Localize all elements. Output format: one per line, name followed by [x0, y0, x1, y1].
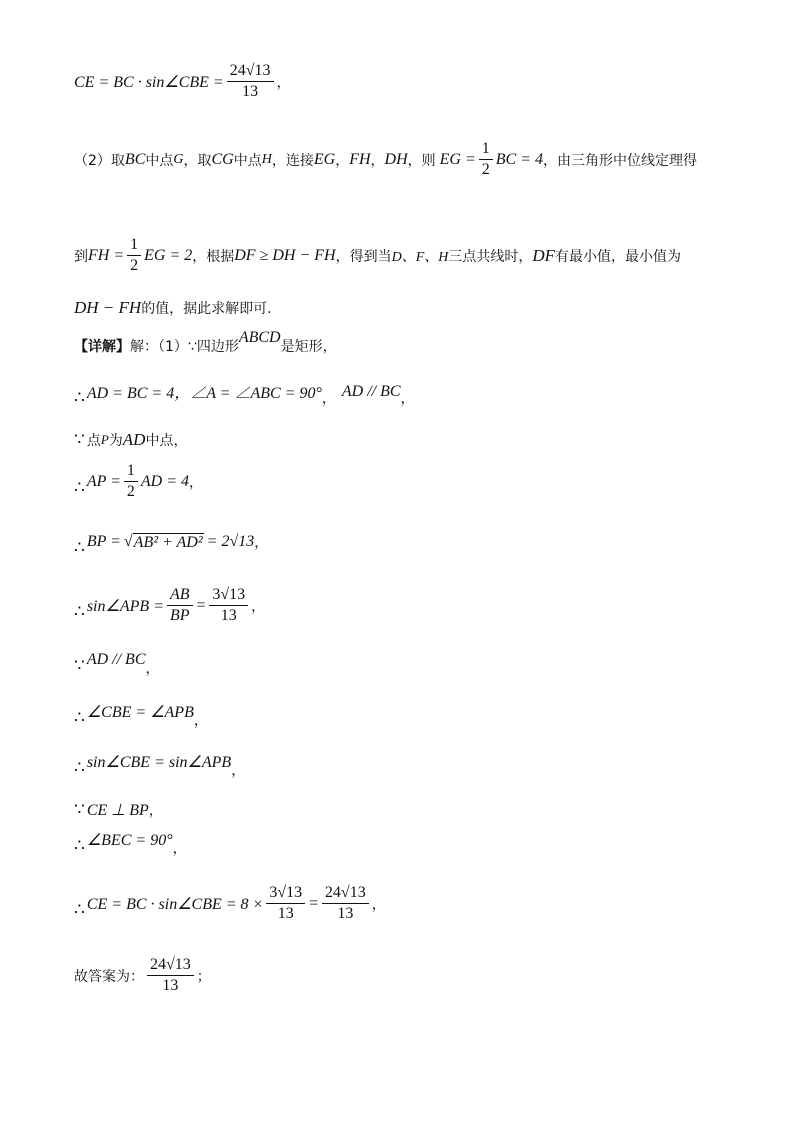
fraction-numerator: 1	[127, 236, 141, 256]
math-expr: =	[195, 596, 207, 614]
text: ，	[251, 598, 266, 615]
fraction-denominator: 2	[126, 483, 135, 500]
punctuation: ，	[276, 74, 291, 91]
math-expr: BP =	[86, 533, 121, 550]
text: ，	[371, 896, 386, 913]
fraction-numerator: 24√13	[227, 62, 274, 82]
text: ，	[321, 390, 336, 407]
text: 三点共线时，	[448, 248, 533, 265]
text: ，由三角形中位线定理得	[543, 152, 697, 169]
because-symbol: ∵	[74, 800, 85, 819]
math-expr: FH =	[88, 246, 125, 264]
fraction-numerator: 3√13	[209, 586, 248, 606]
text: （2）取	[74, 152, 125, 169]
therefore-symbol: ∴	[74, 836, 85, 855]
therefore-line	[74, 380, 415, 407]
ce-result-line	[74, 62, 291, 101]
fraction-numerator: AB	[167, 586, 193, 606]
fraction	[227, 62, 274, 101]
fraction-numerator: 24√13	[147, 956, 194, 976]
therefore-symbol: ∴	[74, 477, 85, 497]
therefore-symbol: ∴	[74, 758, 85, 777]
math-expr: EG = 2	[144, 246, 193, 264]
text: ，	[172, 841, 187, 857]
fraction	[127, 236, 141, 275]
radical-sign: √	[123, 532, 133, 550]
text: 到	[74, 248, 88, 265]
fraction-denominator: 13	[220, 607, 237, 624]
text: 为	[108, 433, 123, 449]
math-var: G	[173, 151, 184, 167]
therefore-symbol: ∴	[74, 387, 85, 407]
because-symbol: ∵	[74, 430, 85, 449]
fraction-numerator: 3√13	[266, 884, 305, 904]
therefore-line	[74, 586, 265, 625]
math-expr: DH − FH	[74, 298, 142, 317]
fraction	[266, 884, 305, 923]
fraction-denominator: 13	[337, 905, 354, 922]
section-tag: 【详解】	[74, 339, 130, 355]
fraction-denominator: 13	[277, 905, 294, 922]
therefore-line	[74, 532, 269, 557]
fraction	[147, 956, 194, 995]
text: ，	[400, 390, 415, 407]
text: ，	[335, 152, 350, 169]
text: 中点	[233, 152, 262, 169]
text: 解：（1）∵四边形	[130, 339, 239, 355]
hint-part2-line	[74, 140, 697, 179]
math-var: DH	[384, 150, 408, 168]
hint-part2-line-cont	[74, 236, 681, 275]
fraction-denominator: BP	[169, 607, 190, 624]
math-var: BC	[124, 150, 146, 168]
math-expr: CE = BC · sin∠CBE = 8 ×	[86, 895, 264, 913]
because-line	[74, 430, 187, 450]
math-var: AD	[122, 430, 146, 449]
math-expr: sin∠APB =	[86, 597, 164, 615]
text: ，连接	[271, 152, 314, 169]
text: ，	[145, 661, 160, 677]
text: 有最小值，最小值为	[555, 248, 682, 265]
square-root	[124, 533, 204, 552]
text: ；	[196, 968, 211, 985]
text: ，得到当	[335, 248, 392, 265]
math-expr: sin∠CBE = sin∠APB	[86, 754, 232, 771]
text: ，	[254, 535, 269, 551]
math-expr: AD // BC	[86, 651, 146, 668]
math-expr: = 2√13	[206, 533, 255, 550]
math-expr: =	[308, 894, 319, 912]
math-expr: DF ≥ DH − FH	[234, 246, 336, 264]
text: 点	[86, 433, 101, 449]
text: ，	[193, 713, 208, 729]
math-var: DF	[532, 245, 556, 265]
math-expr: CE ⊥ BP	[86, 802, 149, 819]
math-expr: BC = 4	[495, 150, 543, 168]
therefore-line	[74, 830, 187, 857]
therefore-symbol: ∴	[74, 708, 85, 727]
math-var: FH	[349, 150, 371, 168]
text: ，	[189, 474, 204, 491]
text: ，则	[407, 152, 436, 169]
fraction-denominator: 2	[481, 161, 490, 178]
text: ，	[231, 763, 246, 779]
fraction-numerator: 24√13	[322, 884, 369, 904]
math-expr: ∠CBE = ∠APB	[86, 704, 194, 721]
therefore-symbol: ∴	[74, 601, 85, 621]
math-expr: AP =	[86, 472, 121, 490]
math-var: EG	[313, 150, 336, 168]
math-expr: AD // BC	[341, 382, 401, 400]
text: ，	[370, 152, 385, 169]
radicand: AB² + AD²	[133, 533, 203, 551]
fraction-numerator: 1	[124, 462, 138, 482]
fraction-numerator: 1	[479, 140, 493, 160]
because-line	[74, 650, 160, 677]
text: 的值，据此求解即可.	[141, 301, 272, 317]
because-symbol: ∵	[74, 656, 85, 675]
therefore-line	[74, 702, 208, 729]
math-var: CG	[211, 150, 234, 168]
ce-final-line	[74, 884, 386, 923]
math-expr: AD = 4	[140, 472, 190, 490]
math-expr: D、F、H	[391, 249, 449, 265]
therefore-line	[74, 752, 246, 779]
fraction	[167, 586, 193, 625]
fraction	[209, 586, 248, 625]
therefore-line	[74, 462, 203, 501]
math-expr: ∠BEC = 90°	[86, 832, 173, 849]
therefore-symbol: ∴	[74, 899, 85, 919]
because-line	[74, 800, 163, 820]
ce-equation-lhs: CE = BC · sin∠CBE =	[74, 73, 224, 91]
text: 中点	[145, 152, 174, 169]
fraction-denominator: 13	[162, 977, 179, 994]
math-var: H	[261, 151, 272, 167]
math-var: P	[100, 432, 109, 447]
fraction	[322, 884, 369, 923]
text: 是矩形，	[280, 339, 337, 355]
text: ，根据	[192, 248, 235, 265]
text: 中点，	[145, 433, 188, 449]
fraction-denominator: 2	[130, 257, 139, 274]
text: ，	[148, 803, 163, 819]
solution-header-line	[74, 329, 337, 356]
hint-part2-line-end	[74, 298, 272, 318]
answer-line	[74, 956, 211, 995]
math-expr: EG =	[439, 150, 476, 168]
fraction	[124, 462, 138, 501]
text: 故答案为：	[74, 968, 144, 985]
fraction-denominator: 13	[242, 83, 259, 100]
therefore-symbol: ∴	[74, 538, 85, 557]
math-expr: AD = BC = 4，∠A = ∠ABC = 90°	[86, 385, 322, 402]
math-var: ABCD	[238, 329, 281, 346]
fraction	[479, 140, 493, 179]
text: ，取	[183, 152, 212, 169]
